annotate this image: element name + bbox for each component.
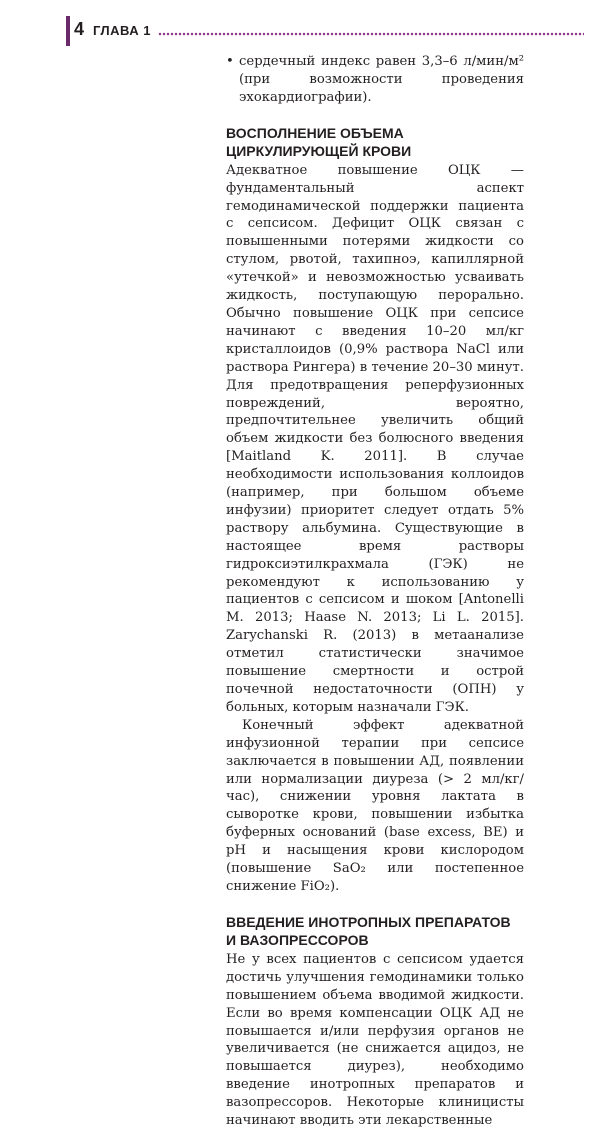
- page-marker-bar: [66, 16, 70, 46]
- bullet-text: сердечный индекс равен 3,3–6 л/мин/м² (при возможности проведения эхокардиографии).: [239, 54, 524, 105]
- section-heading-line2: И ВАЗОПРЕССОРОВ: [226, 931, 369, 948]
- page-number: 4: [74, 19, 85, 39]
- section-heading-line2: ЦИРКУЛИРУЮЩЕЙ КРОВИ: [226, 142, 412, 159]
- text-column: [226, 53, 524, 1130]
- paragraph: Конечный эффект адекватной инфузионной терапии при сепсисе заключается в повышении АД, появлении или нормализации диуреза (> 2 мл/кг/час), снижении уровня лактата в сыворотке крови, повышении избытка буферных оснований (base excess, BE) и pH и насыщения крови кислородом (повышение SaO₂ или постепенное снижение FiO₂).: [226, 717, 524, 894]
- section-heading: [226, 124, 524, 160]
- section-heading: [226, 913, 524, 949]
- dotted-rule: [158, 31, 584, 37]
- section-heading-line1: ВВЕДЕНИЕ ИНОТРОПНЫХ ПРЕПАРАТОВ: [226, 913, 511, 930]
- paragraph: Не у всех пациентов с сепсисом удается достичь улучшения гемодинамики только повышением объема вводимой жидкости. Если во время компенсации ОЦК АД не повышается и/или перфузия органов не увеличивается (не снижается ацидоз, не повышается диурез), необходимо введение инотропных препаратов и вазопрессоров. Некоторые клиницисты начинают вводить эти лекарственные: [226, 951, 524, 1129]
- section-heading-line1: ВОСПОЛНЕНИЕ ОБЪЕМА: [226, 124, 404, 141]
- bullet-mark: •: [226, 54, 234, 69]
- chapter-title: ГЛАВА 1: [93, 23, 152, 38]
- list-item: [226, 53, 524, 107]
- paragraph: Адекватное повышение ОЦК — фундаментальный аспект гемодинамической поддержки пациента с сепсисом. Дефицит ОЦК связан с повышенными потерями жидкости со стулом, рвотой, тахипноэ, капиллярной «утечкой» и невозможностью усваивать жидкость, поступающую перорально. Обычно повышение ОЦК при сепсисе начинают с введения 10–20 мл/кг кристаллоидов (0,9% раствора NaCl или раствора Рингера) в течение 20–30 минут. Для предотвращения реперфузионных повреждений, вероятно, предпочтительнее увеличить общий объем жидкости без болюсного введения [Maitland K. 2011]. В случае необходимости использования коллоидов (например, при большом объеме инфузии) приоритет следует отдать 5% раствору альбумина. Существующие в настоящее время растворы гидроксиэтилкрахмала (ГЭК) не рекомендуют к использованию у пациентов с сепсисом и шоком [Antonelli M. 2013; Haase N. 2013; Li L. 2015]. Zarychanski R. (2013) в метаанализе отметил статистически значимое повышение смертности и острой почечной недостаточности (ОПН) у больных, которым назначали ГЭК.: [226, 162, 524, 715]
- running-header: [66, 16, 586, 46]
